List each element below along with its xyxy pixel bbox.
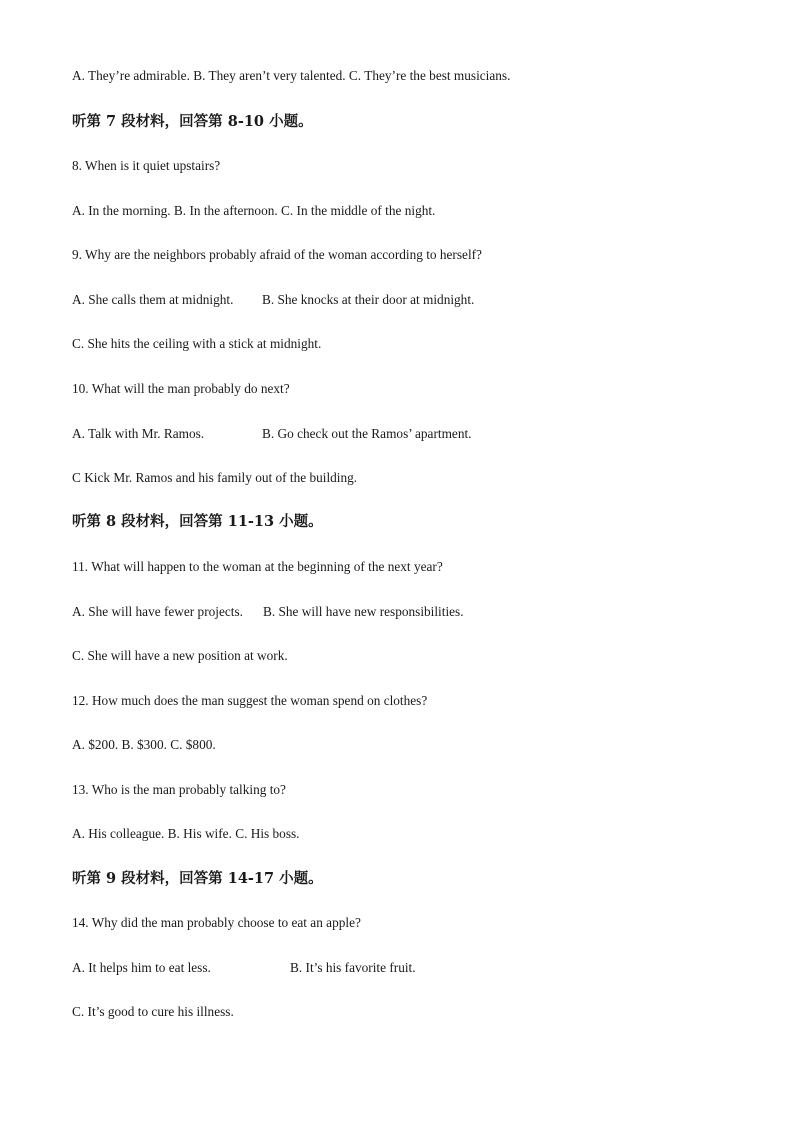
section-heading: 听第 9 段材料，回答第 14-17 小题。 xyxy=(72,870,323,887)
section-heading: 听第 8 段材料，回答第 11-13 小题。 xyxy=(72,513,323,530)
answer-line: A. His colleague. B. His wife. C. His boss. xyxy=(72,826,300,841)
option-a: A. Talk with Mr. Ramos. xyxy=(72,426,205,441)
answer-line: C Kick Mr. Ramos and his family out of the building. xyxy=(72,470,358,485)
section-heading: 听第 7 段材料，回答第 8-10 小题。 xyxy=(72,113,313,130)
answer-options xyxy=(72,426,472,442)
question-text: 14. Why did the man probably choose to eat an apple? xyxy=(72,915,361,930)
answer-options xyxy=(72,292,475,308)
answer-line: A. $200. B. $300. C. $800. xyxy=(72,737,216,752)
answer-line: C. She will have a new position at work. xyxy=(72,648,288,663)
option-a: A. It helps him to eat less. xyxy=(72,960,211,975)
answer-line: A. They’re admirable. B. They aren’t very talented. C. They’re the best musicians. xyxy=(72,68,511,83)
option-b: B. She will have new responsibilities. xyxy=(263,604,464,619)
option-b: B. It’s his favorite fruit. xyxy=(290,960,416,975)
question-text: 13. Who is the man probably talking to? xyxy=(72,782,286,797)
question-text: 11. What will happen to the woman at the beginning of the next year? xyxy=(72,559,443,574)
answer-line: C. She hits the ceiling with a stick at midnight. xyxy=(72,336,322,351)
option-b: B. She knocks at their door at midnight. xyxy=(262,292,475,307)
option-a: A. She calls them at midnight. xyxy=(72,292,234,307)
question-text: 10. What will the man probably do next? xyxy=(72,381,290,396)
option-b: B. Go check out the Ramos’ apartment. xyxy=(262,426,472,441)
option-a: A. She will have fewer projects. xyxy=(72,604,243,619)
answer-options xyxy=(72,960,416,976)
question-text: 12. How much does the man suggest the woman spend on clothes? xyxy=(72,693,428,708)
answer-options xyxy=(72,604,464,620)
answer-line: A. In the morning. B. In the afternoon. C. In the middle of the night. xyxy=(72,203,436,218)
question-text: 9. Why are the neighbors probably afraid of the woman according to herself? xyxy=(72,247,482,262)
answer-line: C. It’s good to cure his illness. xyxy=(72,1004,234,1019)
question-text: 8. When is it quiet upstairs? xyxy=(72,158,221,173)
